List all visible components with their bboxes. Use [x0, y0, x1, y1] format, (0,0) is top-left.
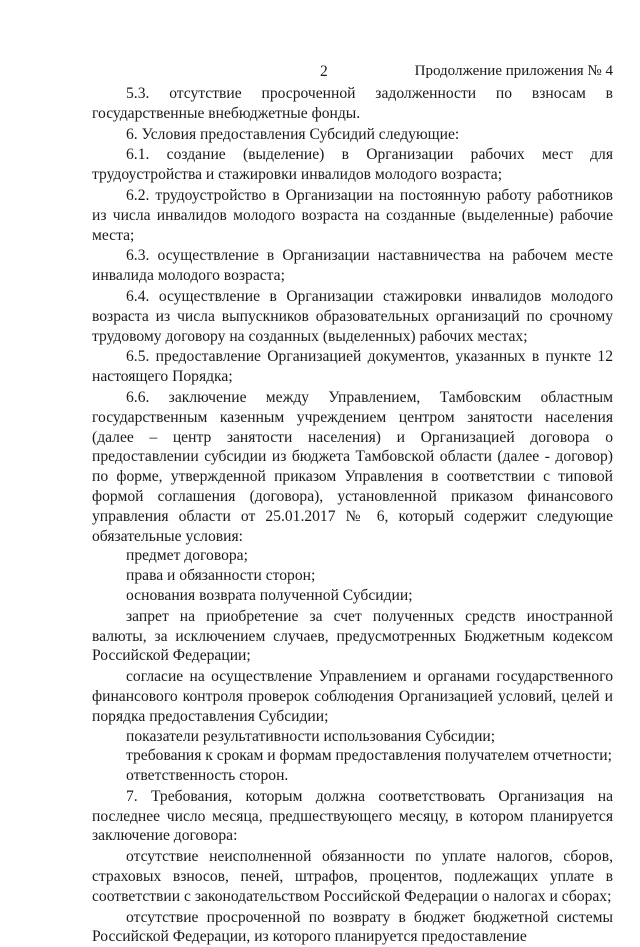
condition-item: предмет договора;: [126, 547, 248, 565]
condition-item: ответственность сторон.: [126, 767, 289, 785]
paragraph-6-4: 6.4. осуществление в Организации стажировки инвалидов молодого возраста из числа выпускников образовательных организаций по срочному трудовому договору на созданных (выделенных) рабочих местах;: [92, 287, 613, 345]
page-number: 2: [320, 63, 328, 80]
condition-item: требования к срокам и формам предоставления получателем отчетности;: [126, 747, 612, 765]
page-header: [92, 60, 613, 84]
paragraph-6: 6. Условия предоставления Субсидий следующие:: [126, 125, 460, 143]
paragraph-6-5: 6.5. предоставление Организацией документов, указанных в пункте 12 настоящего Порядка;: [92, 348, 613, 386]
paragraph-6-3: 6.3. осуществление в Организации наставничества на рабочем месте инвалида молодого возраста;: [92, 247, 613, 285]
paragraph-7: 7. Требования, которым должна соответствовать Организация на последнее число месяца, предшествующего месяцу, в котором планируется заключение договора:: [92, 787, 613, 845]
condition-item: основания возврата полученной Субсидии;: [126, 586, 413, 604]
condition-item: права и обязанности сторон;: [126, 567, 316, 585]
paragraph-6-2: 6.2. трудоустройство в Организации на постоянную работу работников из числа инвалидов молодого возраста на созданные (выделенные) рабочие места;: [92, 186, 613, 244]
requirement-item: отсутствие просроченной по возврату в бюджет бюджетной системы Российской Федерации, из которого планируется предоставление: [92, 908, 613, 946]
condition-item: показатели результативности использования Субсидии;: [126, 727, 496, 745]
appendix-continuation-label: Продолжение приложения № 4: [414, 63, 613, 79]
paragraph-5-3: 5.3. отсутствие просроченной задолженности по взносам в государственные внебюджетные фонды.: [92, 85, 613, 122]
paragraph-6-6: 6.6. заключение между Управлением, Тамбовским областным государственным казенным учреждением центром занятости населения (далее – центр занятости населения) и Организацией договора о предоставлении субсидии из бюджета Тамбовской области (далее - договор) по форме, утвержденной приказом Управления в соответствии с типовой формой соглашения (договора), установленной приказом финансового управления области от 25.01.2017 № 6, который содержит следующие обязательные условия:: [92, 388, 613, 545]
paragraph-6-1: 6.1. создание (выделение) в Организации рабочих мест для трудоустройства и стажировки инвалидов молодого возраста;: [92, 146, 613, 184]
requirement-item: отсутствие неисполненной обязанности по уплате налогов, сборов, страховых взносов, пеней, штрафов, процентов, подлежащих уплате в соответствии с законодательством Российской Федерации о налогах и сборах;: [92, 848, 613, 905]
condition-item: согласие на осуществление Управлением и органами государственного финансового контроля проверок соблюдения Организацией условий, целей и порядка предоставления Субсидии;: [92, 668, 613, 725]
condition-item: запрет на приобретение за счет полученных средств иностранной валюты, за исключением случаев, предусмотренных Бюджетным кодексом Российской Федерации;: [92, 607, 613, 665]
